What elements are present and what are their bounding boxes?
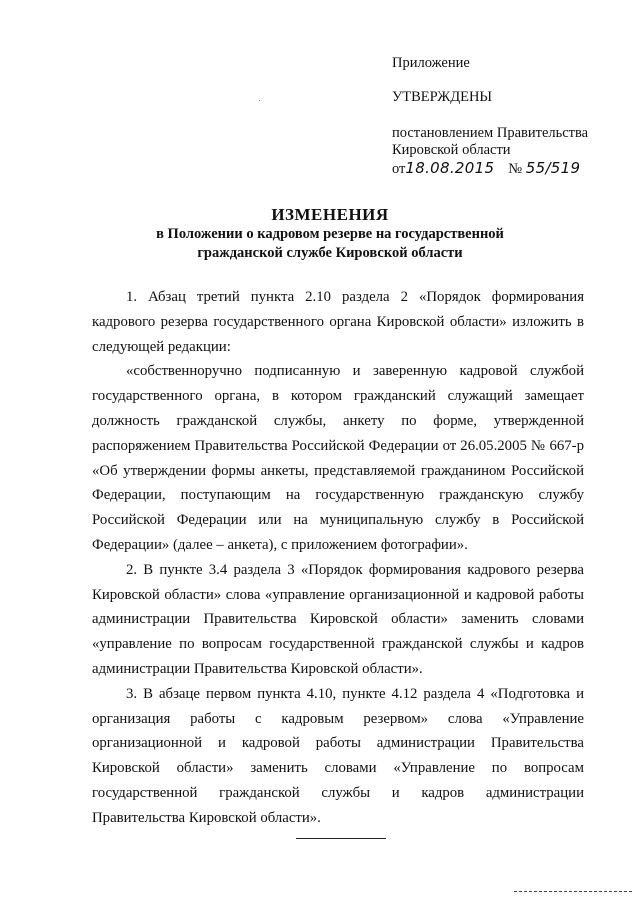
paragraph-2: 2. В пункте 3.4 раздела 3 «Порядок формирования кадрового резерва Кировской области» слова «управление организационной и кадровой работы администрации Правительства Кировской области» заменить словами «управление по вопросам государственной гражданской службы и кадров администрации Правительства Кировской области».	[92, 561, 584, 677]
scan-speck	[259, 100, 260, 101]
paragraph-1-quote: «собственноручно подписанную и заверенную кадровой службой государственного органа, в котором гражданский служащий замещает должность гражданской службы, анкету по форме, утвержденной распоряжением Правительства Российской Федерации от 26.05.2005 № 667-р «Об утверждении формы анкеты, представляемой гражданином Российской Федерации, поступающим на государственную гражданскую службу Российской Федерации или на муниципальную службу в Российской Федерации» (далее – анкета), с приложением фотографии».	[92, 363, 584, 553]
number-value: 55/519	[525, 159, 581, 177]
date-prefix: от	[392, 161, 406, 177]
paragraph-1: 1. Абзац третий пункта 2.10 раздела 2 «Порядок формирования кадрового резерва государственного органа Кировской области» изложить в следующей редакции:	[92, 289, 584, 355]
title-subtitle-2: гражданской службе Кировской области	[197, 245, 463, 261]
title-subtitle-1: в Положении о кадровом резерве на государственной	[156, 226, 504, 242]
closing-rule	[296, 838, 386, 839]
approved-label: УТВЕРЖДЕНЫ	[392, 89, 493, 105]
appendix-label: Приложение	[392, 55, 470, 71]
title-heading: ИЗМЕНЕНИЯ	[271, 205, 389, 224]
date-value: 18.08.2015	[405, 159, 495, 177]
decree-line-1: постановлением Правительства	[392, 125, 589, 141]
document-title	[0, 205, 640, 263]
corner-rule	[514, 891, 632, 892]
document-body	[92, 285, 584, 831]
number-label: №	[508, 161, 523, 177]
date-number-line	[392, 161, 580, 177]
decree-line-2: Кировской области	[392, 142, 511, 158]
paragraph-3: 3. В абзаце первом пункта 4.10, пункте 4.12 раздела 4 «Подготовка и организация работы с кадровым резервом» слова «Управление организационной и кадровой работы администрации Правительства Кировской области» заменить словами «Управление по вопросам государственной гражданской службы и кадров администрации Правительства Кировской области».	[92, 685, 584, 826]
